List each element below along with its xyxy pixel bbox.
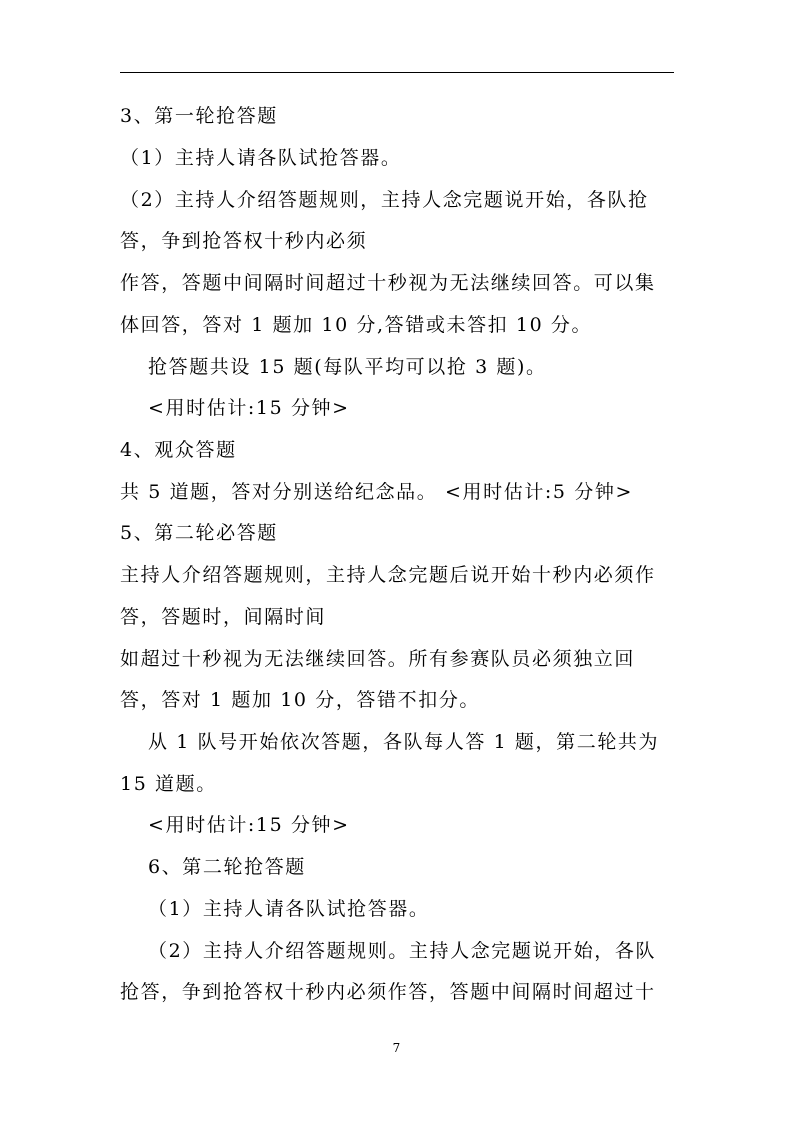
paragraph-line: 答，答题时，间隔时间 xyxy=(120,606,327,628)
section-heading-first-round: 3、第一轮抢答题 xyxy=(120,105,278,127)
paragraph-line: 抢答题共设 15 题(每队平均可以抢 3 题)。 xyxy=(148,356,547,378)
paragraph-line: 15 道题。 xyxy=(120,773,217,795)
paragraph-line: 从 1 队号开始依次答题，各队每人答 1 题，第二轮共为 xyxy=(148,731,660,753)
paragraph-line: 共 5 道题，答对分别送给纪念品。 <用时估计:5 分钟> xyxy=(120,481,633,503)
paragraph-line: 体回答，答对 1 题加 10 分,答错或未答扣 10 分。 xyxy=(120,314,593,336)
header-rule xyxy=(120,72,674,73)
paragraph-line: 答，争到抢答权十秒内必须 xyxy=(120,230,368,252)
time-estimate: <用时估计:15 分钟> xyxy=(148,397,350,419)
section-heading-second-quick-answer: 6、第二轮抢答题 xyxy=(148,856,306,878)
time-estimate: <用时估计:15 分钟> xyxy=(148,814,350,836)
paragraph-line: 主持人介绍答题规则，主持人念完题后说开始十秒内必须作 xyxy=(120,564,656,586)
paragraph-line: （1）主持人请各队试抢答器。 xyxy=(148,898,430,920)
paragraph-line: 抢答，争到抢答权十秒内必须作答，答题中间隔时间超过十 xyxy=(120,981,656,1003)
paragraph-line: （1）主持人请各队试抢答器。 xyxy=(120,147,402,169)
paragraph-line: 作答，答题中间隔时间超过十秒视为无法继续回答。可以集 xyxy=(120,272,656,294)
page-number: 7 xyxy=(392,1041,401,1055)
paragraph-line: 如超过十秒视为无法继续回答。所有参赛队员必须独立回 xyxy=(120,648,636,670)
section-heading-audience: 4、观众答题 xyxy=(120,439,237,461)
paragraph-line: 答，答对 1 题加 10 分，答错不扣分。 xyxy=(120,689,481,711)
paragraph-line: （2）主持人介绍答题规则，主持人念完题说开始，各队抢 xyxy=(120,189,649,211)
paragraph-line: （2）主持人介绍答题规则。主持人念完题说开始，各队 xyxy=(148,940,657,962)
section-heading-second-round: 5、第二轮必答题 xyxy=(120,522,278,544)
